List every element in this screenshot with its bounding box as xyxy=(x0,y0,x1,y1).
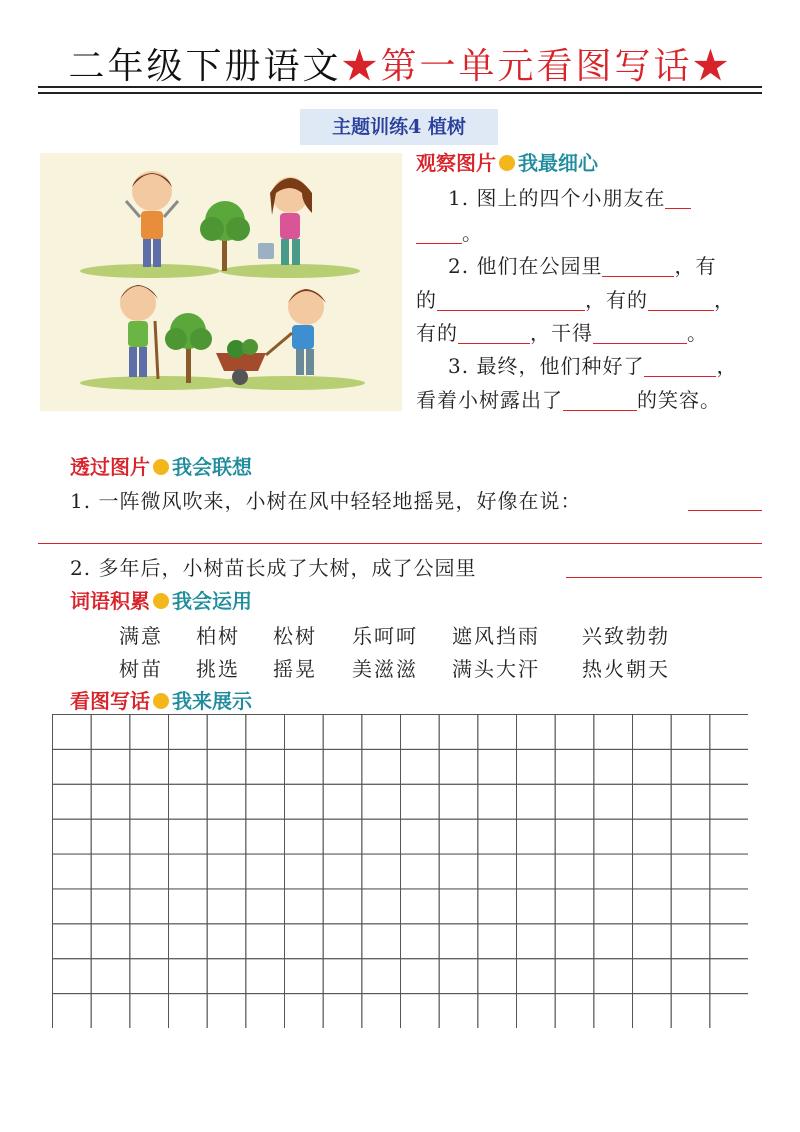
grid-cell[interactable] xyxy=(285,994,324,1028)
section-observe-title: 观察图片 xyxy=(416,151,496,175)
grid-cell[interactable] xyxy=(323,959,362,994)
title-unit: ★第一单元看图写话★ xyxy=(341,46,732,87)
grid-cell[interactable] xyxy=(439,819,478,854)
question-1-line1 xyxy=(448,182,691,211)
grid-cell[interactable] xyxy=(130,959,169,994)
answer-blank[interactable] xyxy=(416,221,462,244)
grid-cell[interactable] xyxy=(362,715,401,750)
grid-cell[interactable] xyxy=(169,749,208,784)
orange-dot-icon xyxy=(153,593,169,609)
illustration-svg xyxy=(40,153,402,411)
vocab-word: 摇晃 xyxy=(273,657,317,681)
grid-cell[interactable] xyxy=(53,959,92,994)
grid-cell[interactable] xyxy=(710,715,748,750)
grid-cell[interactable] xyxy=(130,819,169,854)
question-2-text-e: ， xyxy=(714,288,735,312)
grid-cell[interactable] xyxy=(671,749,710,784)
grid-cell[interactable] xyxy=(130,994,169,1028)
grid-cell[interactable] xyxy=(401,889,440,924)
grid-cell[interactable] xyxy=(362,854,401,889)
question-3-text-c: 看着小树露出了 xyxy=(416,388,563,412)
grid-cell[interactable] xyxy=(53,854,92,889)
grid-cell[interactable] xyxy=(246,924,285,959)
grid-cell[interactable] xyxy=(362,924,401,959)
grid-cell[interactable] xyxy=(362,889,401,924)
grid-cell[interactable] xyxy=(478,924,517,959)
grid-cell[interactable] xyxy=(323,749,362,784)
question-1-line2 xyxy=(416,217,483,246)
grid-cell[interactable] xyxy=(207,889,246,924)
grid-cell[interactable] xyxy=(478,784,517,819)
grid-cell[interactable] xyxy=(710,959,748,994)
grid-cell[interactable] xyxy=(246,715,285,750)
grid-cell[interactable] xyxy=(130,854,169,889)
question-3-line1 xyxy=(448,350,737,379)
grid-cell[interactable] xyxy=(478,959,517,994)
grid-cell[interactable] xyxy=(169,994,208,1028)
answer-line[interactable] xyxy=(688,510,762,511)
imagine-question-1-text: 1. 一阵微风吹来，小树在风中轻轻地摇晃，好像在说： xyxy=(70,489,582,513)
grid-cell[interactable] xyxy=(517,889,556,924)
title-rule-bottom xyxy=(38,92,762,94)
grid-cell[interactable] xyxy=(130,749,169,784)
grid-cell[interactable] xyxy=(91,994,130,1028)
grid-cell[interactable] xyxy=(91,715,130,750)
grid-cell[interactable] xyxy=(401,924,440,959)
grid-cell[interactable] xyxy=(169,819,208,854)
grid-cell[interactable] xyxy=(285,959,324,994)
section-vocab-heading xyxy=(70,585,252,614)
grid-cell[interactable] xyxy=(594,715,633,750)
grid-cell[interactable] xyxy=(91,959,130,994)
grid-cell[interactable] xyxy=(401,715,440,750)
grid-cell[interactable] xyxy=(633,784,672,819)
grid-cell[interactable] xyxy=(169,854,208,889)
grid-cell[interactable] xyxy=(285,889,324,924)
grid-cell[interactable] xyxy=(207,819,246,854)
grid-cell[interactable] xyxy=(633,959,672,994)
grid-cell[interactable] xyxy=(362,959,401,994)
grid-cell[interactable] xyxy=(401,994,440,1028)
grid-cell[interactable] xyxy=(91,819,130,854)
grid-cell[interactable] xyxy=(53,994,92,1028)
grid-cell[interactable] xyxy=(439,784,478,819)
grid-cell[interactable] xyxy=(439,959,478,994)
grid-cell[interactable] xyxy=(246,994,285,1028)
grid-cell[interactable] xyxy=(207,994,246,1028)
grid-cell[interactable] xyxy=(478,715,517,750)
grid-cell[interactable] xyxy=(130,924,169,959)
grid-cell[interactable] xyxy=(169,784,208,819)
answer-blank[interactable] xyxy=(458,321,530,344)
grid-cell[interactable] xyxy=(246,784,285,819)
subtitle-badge: 主题训练4 植树 xyxy=(300,109,498,145)
section-observe-heading xyxy=(416,147,598,176)
question-3-text-b: ， xyxy=(716,354,738,378)
grid-cell[interactable] xyxy=(401,819,440,854)
grid-cell[interactable] xyxy=(401,784,440,819)
vocab-word: 柏树 xyxy=(196,624,240,648)
grid-cell[interactable] xyxy=(207,959,246,994)
grid-cell[interactable] xyxy=(207,784,246,819)
question-2-text-f: 有的 xyxy=(416,321,458,345)
grid-cell[interactable] xyxy=(207,749,246,784)
grid-cell[interactable] xyxy=(323,889,362,924)
question-2-text-c: 的 xyxy=(416,288,437,312)
grid-cell[interactable] xyxy=(362,749,401,784)
grid-cell[interactable] xyxy=(594,784,633,819)
grid-cell[interactable] xyxy=(401,959,440,994)
vocab-word: 遮风挡雨 xyxy=(452,624,540,648)
grid-cell[interactable] xyxy=(671,994,710,1028)
title-grade: 二年级下册语文 xyxy=(68,46,342,87)
question-3-text-d: 的笑容。 xyxy=(637,388,721,412)
grid-cell[interactable] xyxy=(478,819,517,854)
grid-cell[interactable] xyxy=(555,889,594,924)
grid-cell[interactable] xyxy=(401,854,440,889)
title-rule-top xyxy=(38,86,762,88)
grid-cell[interactable] xyxy=(53,819,92,854)
grid-cell[interactable] xyxy=(362,819,401,854)
grid-cell[interactable] xyxy=(555,715,594,750)
grid-cell[interactable] xyxy=(555,959,594,994)
grid-cell[interactable] xyxy=(517,715,556,750)
question-2-text-b: ，有 xyxy=(674,254,717,278)
grid-cell[interactable] xyxy=(246,959,285,994)
grid-cell[interactable] xyxy=(323,854,362,889)
grid-cell[interactable] xyxy=(285,715,324,750)
answer-blank[interactable] xyxy=(563,388,637,411)
orange-dot-icon xyxy=(153,693,169,709)
vocab-word: 兴致勃勃 xyxy=(582,624,670,648)
answer-blank[interactable] xyxy=(602,254,674,277)
page-title xyxy=(0,38,800,89)
grid-cell[interactable] xyxy=(207,715,246,750)
grid-cell[interactable] xyxy=(91,784,130,819)
grid-cell[interactable] xyxy=(130,889,169,924)
grid-cell[interactable] xyxy=(478,994,517,1028)
question-1-end: 。 xyxy=(462,221,483,245)
section-imagine-subtitle: 我会联想 xyxy=(172,455,252,479)
grid-cell[interactable] xyxy=(478,749,517,784)
vocab-word: 热火朝天 xyxy=(582,657,670,681)
grid-cell[interactable] xyxy=(323,784,362,819)
grid-cell[interactable] xyxy=(517,784,556,819)
vocab-word: 美滋滋 xyxy=(352,657,418,681)
grid-cell[interactable] xyxy=(594,959,633,994)
grid-cell[interactable] xyxy=(53,749,92,784)
section-observe-subtitle: 我最细心 xyxy=(518,151,598,175)
section-imagine-title: 透过图片 xyxy=(70,455,150,479)
grid-cell[interactable] xyxy=(671,959,710,994)
grid-cell[interactable] xyxy=(671,889,710,924)
grid-cell[interactable] xyxy=(285,749,324,784)
grid-cell[interactable] xyxy=(594,819,633,854)
grid-cell[interactable] xyxy=(53,889,92,924)
question-2-text-g: ，干得 xyxy=(530,321,593,345)
grid-cell[interactable] xyxy=(710,749,748,784)
grid-cell[interactable] xyxy=(91,889,130,924)
grid-cell[interactable] xyxy=(439,889,478,924)
question-2-line3 xyxy=(416,317,708,346)
grid-cell[interactable] xyxy=(478,854,517,889)
writing-grid[interactable] xyxy=(52,714,748,1028)
grid-cell[interactable] xyxy=(594,994,633,1028)
grid-cell[interactable] xyxy=(633,749,672,784)
grid-cell[interactable] xyxy=(594,889,633,924)
grid-cell[interactable] xyxy=(439,715,478,750)
grid-cell[interactable] xyxy=(246,889,285,924)
grid-cell[interactable] xyxy=(594,924,633,959)
orange-dot-icon xyxy=(499,155,515,171)
grid-cell[interactable] xyxy=(362,994,401,1028)
vocab-word: 满意 xyxy=(119,624,163,648)
grid-cell[interactable] xyxy=(246,749,285,784)
grid-cell[interactable] xyxy=(91,924,130,959)
grid-cell[interactable] xyxy=(323,924,362,959)
grid-cell[interactable] xyxy=(285,924,324,959)
vocab-word: 满头大汗 xyxy=(452,657,540,681)
grid-cell[interactable] xyxy=(53,784,92,819)
grid-cell[interactable] xyxy=(555,784,594,819)
grid-cell[interactable] xyxy=(710,924,748,959)
grid-cell[interactable] xyxy=(53,715,92,750)
answer-blank[interactable] xyxy=(665,186,691,209)
grid-cell[interactable] xyxy=(710,994,748,1028)
section-writing-heading xyxy=(70,685,252,714)
grid-cell[interactable] xyxy=(130,715,169,750)
grid-cell[interactable] xyxy=(478,889,517,924)
imagine-question-1 xyxy=(70,485,581,514)
grid-cell[interactable] xyxy=(633,994,672,1028)
grid-cell[interactable] xyxy=(555,854,594,889)
vocab-word: 挑选 xyxy=(196,657,240,681)
grid-cell[interactable] xyxy=(517,924,556,959)
grid-cell[interactable] xyxy=(710,854,748,889)
question-1-text: 1. 图上的四个小朋友在 xyxy=(448,186,666,210)
question-2-text: 2. 他们在公园里 xyxy=(448,254,603,278)
grid-cell[interactable] xyxy=(710,889,748,924)
grid-cell[interactable] xyxy=(517,854,556,889)
answer-blank[interactable] xyxy=(644,354,716,377)
grid-cell[interactable] xyxy=(439,749,478,784)
grid-cell[interactable] xyxy=(169,959,208,994)
grid-cell[interactable] xyxy=(323,819,362,854)
grid-cell[interactable] xyxy=(710,784,748,819)
grid-cell[interactable] xyxy=(362,784,401,819)
answer-blank[interactable] xyxy=(593,321,687,344)
grid-cell[interactable] xyxy=(439,994,478,1028)
answer-line[interactable] xyxy=(38,543,762,544)
grid-cell[interactable] xyxy=(517,994,556,1028)
grid-cell[interactable] xyxy=(323,715,362,750)
grid-cell[interactable] xyxy=(517,749,556,784)
grid-cell[interactable] xyxy=(169,715,208,750)
grid-cell[interactable] xyxy=(323,994,362,1028)
grid-cell[interactable] xyxy=(710,819,748,854)
question-2-text-h: 。 xyxy=(687,321,708,345)
grid-cell[interactable] xyxy=(517,959,556,994)
vocab-word: 松树 xyxy=(273,624,317,648)
orange-dot-icon xyxy=(153,459,169,475)
grid-cell[interactable] xyxy=(246,854,285,889)
grid-cell[interactable] xyxy=(246,819,285,854)
section-vocab-title: 词语积累 xyxy=(70,589,150,613)
answer-line[interactable] xyxy=(566,577,762,578)
grid-cell[interactable] xyxy=(555,994,594,1028)
grid-cell[interactable] xyxy=(169,889,208,924)
question-2-text-d: ，有的 xyxy=(585,288,648,312)
grid-cell[interactable] xyxy=(555,924,594,959)
section-writing-subtitle: 我来展示 xyxy=(172,689,252,713)
grid-cell[interactable] xyxy=(633,854,672,889)
grid-cell[interactable] xyxy=(91,854,130,889)
question-3-line2 xyxy=(416,384,721,413)
children-planting-trees-illustration xyxy=(40,153,402,411)
grid-cell[interactable] xyxy=(207,854,246,889)
grid-cell[interactable] xyxy=(91,749,130,784)
grid-cell[interactable] xyxy=(207,924,246,959)
grid-cell[interactable] xyxy=(633,819,672,854)
grid-cell[interactable] xyxy=(671,715,710,750)
vocab-word: 乐呵呵 xyxy=(352,624,418,648)
grid-cell[interactable] xyxy=(671,784,710,819)
grid-cell[interactable] xyxy=(671,924,710,959)
question-2-line1 xyxy=(448,250,716,279)
grid-cell[interactable] xyxy=(439,854,478,889)
grid-cell[interactable] xyxy=(633,889,672,924)
imagine-question-2-text: 2. 多年后，小树苗长成了大树，成了公园里 xyxy=(70,556,477,580)
section-writing-title: 看图写话 xyxy=(70,689,150,713)
answer-blank[interactable] xyxy=(437,288,585,311)
grid-cell[interactable] xyxy=(439,924,478,959)
grid-cell[interactable] xyxy=(401,749,440,784)
grid-cell[interactable] xyxy=(285,819,324,854)
question-2-line2 xyxy=(416,284,735,313)
imagine-question-2 xyxy=(70,552,476,581)
grid-cell[interactable] xyxy=(53,924,92,959)
grid-cell[interactable] xyxy=(169,924,208,959)
section-imagine-heading xyxy=(70,451,252,480)
grid-cell[interactable] xyxy=(671,819,710,854)
grid-cell[interactable] xyxy=(517,819,556,854)
grid-cell[interactable] xyxy=(594,749,633,784)
grid-cell[interactable] xyxy=(555,749,594,784)
section-vocab-subtitle: 我会运用 xyxy=(172,589,252,613)
grid-cell[interactable] xyxy=(594,854,633,889)
grid-cell[interactable] xyxy=(633,715,672,750)
grid-cell[interactable] xyxy=(285,854,324,889)
question-3-text: 3. 最终，他们种好了 xyxy=(448,354,645,378)
grid-cell[interactable] xyxy=(555,819,594,854)
vocab-word: 树苗 xyxy=(119,657,163,681)
grid-cell[interactable] xyxy=(285,784,324,819)
answer-blank[interactable] xyxy=(648,288,714,311)
grid-cell[interactable] xyxy=(633,924,672,959)
grid-cell[interactable] xyxy=(671,854,710,889)
grid-cell[interactable] xyxy=(130,784,169,819)
